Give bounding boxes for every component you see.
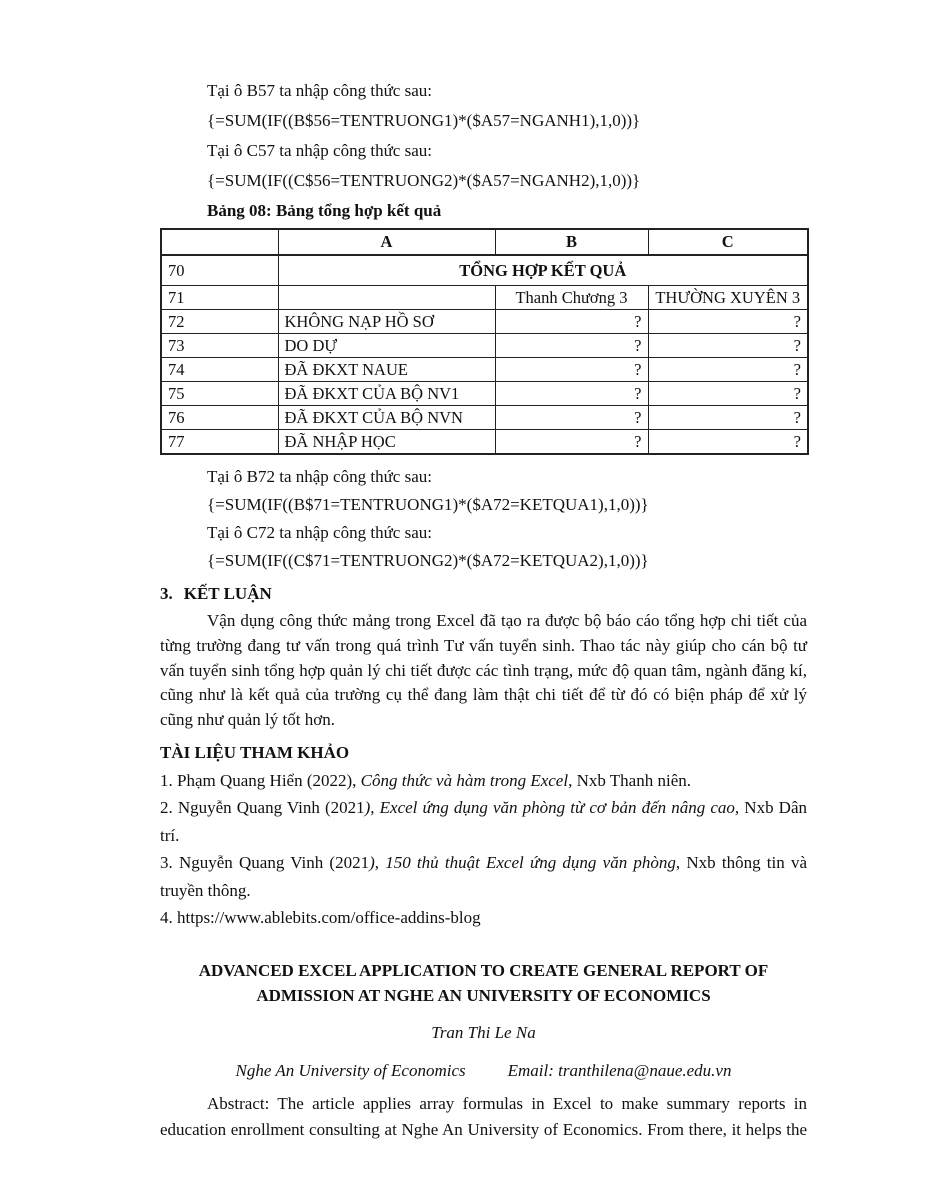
row-number: 71 xyxy=(161,286,278,310)
row-number: 75 xyxy=(161,382,278,406)
cell-b-school: Thanh Chương 3 xyxy=(495,286,648,310)
cell-status-label: DO DỰ xyxy=(278,334,495,358)
cell-c-school: THƯỜNG XUYÊN 3 xyxy=(648,286,808,310)
ref-prefix: 3. Nguyễn Quang Vinh (2021 xyxy=(160,853,370,873)
conclusion-heading xyxy=(160,579,807,609)
cell-value-b: ? xyxy=(495,334,648,358)
ref-prefix: 1. Phạm Quang Hiển (2022), xyxy=(160,770,361,790)
ref-suffix: , Nxb thông tin và truyền thông. xyxy=(160,853,807,900)
row-number: 76 xyxy=(161,406,278,430)
ref-title-italic: Công thức và hàm trong Excel, xyxy=(360,770,573,790)
cell-a xyxy=(278,286,495,310)
ref-suffix: Nxb Dân trí. xyxy=(160,798,807,845)
excel-formula: {=SUM(IF((C$71=TENTRUONG2)*($A72=KETQUA2),1,0))} xyxy=(207,551,649,570)
author-name: Tran Thi Le Na xyxy=(431,1022,536,1042)
cell-value-c: ? xyxy=(648,358,808,382)
ref-title-italic: ), Excel ứng dụng văn phòng từ cơ bản đến nâng cao, xyxy=(364,798,740,818)
row-number: 72 xyxy=(161,310,278,334)
table-row xyxy=(161,358,808,382)
excel-formula: {=SUM(IF((B$71=TENTRUONG1)*($A72=KETQUA1),1,0))} xyxy=(207,495,649,514)
cell-value-c: ? xyxy=(648,382,808,406)
excel-formula: {=SUM(IF((B$56=TENTRUONG1)*($A57=NGANH1),1,0))} xyxy=(207,111,641,130)
author-affiliation xyxy=(160,1058,807,1083)
ref-prefix: 2. Nguyễn Quang Vinh (2021 xyxy=(160,798,365,818)
cell-value-b: ? xyxy=(495,310,648,334)
row-number: 70 xyxy=(161,255,278,286)
cell-value-c: ? xyxy=(648,310,808,334)
heading-text: KẾT LUẬN xyxy=(183,584,272,603)
reference-item-url xyxy=(160,904,807,932)
table-row xyxy=(161,334,808,358)
ref-suffix: Nxb Thanh niên. xyxy=(572,770,691,790)
affiliation-name: Nghe An University of Economics xyxy=(235,1060,466,1080)
formula-instruction: Tại ô C57 ta nhập công thức sau: xyxy=(207,141,432,160)
corner-cell xyxy=(161,229,278,255)
ref-prefix: 4. https://www.ablebits.com/office-addins-blog xyxy=(160,908,481,928)
cell-status-label: ĐÃ ĐKXT CỦA BỘ NV1 xyxy=(278,382,495,406)
table-row xyxy=(161,430,808,455)
row-number: 73 xyxy=(161,334,278,358)
cell-value-b: ? xyxy=(495,382,648,406)
english-title-line2: ADMISSION AT NGHE AN UNIVERSITY OF ECONOMICS xyxy=(256,985,711,1005)
reference-item xyxy=(160,767,807,795)
column-header-a: A xyxy=(278,229,495,255)
column-header-b: B xyxy=(495,229,648,255)
cell-value-c: ? xyxy=(648,334,808,358)
heading-number: 3. xyxy=(160,584,173,603)
abstract-paragraph: Abstract: The article applies array formulas in Excel to make summary reports in education enrollment consulting at Nghe An University of Economics. From there, it helps the xyxy=(160,1093,807,1139)
references-heading: TÀI LIỆU THAM KHẢO xyxy=(160,742,350,762)
excel-formula: {=SUM(IF((C$56=TENTRUONG2)*($A57=NGANH2),1,0))} xyxy=(207,171,641,190)
cell-value-b: ? xyxy=(495,406,648,430)
reference-item xyxy=(160,849,807,904)
reference-item xyxy=(160,794,807,849)
english-section xyxy=(160,958,807,1143)
table-row xyxy=(161,310,808,334)
conclusion-paragraph: Vận dụng công thức mảng trong Excel đã tạo ra được bộ báo cáo tổng hợp chi tiết của từng trường đang tư vấn trong quá trình Tư vấn tuyển sinh. Thao tác này giúp cho cán bộ tư vấn tuyển sinh tổng hợp quản lý chi tiết được các tình trạng, mức độ quan tâm, ngành đăng kí, cũng như là kết quả của trường cụ thể đang làm thật chi tiết để từ đó có biện pháp để xử lý cũng như quản lý tốt hơn. xyxy=(160,611,807,730)
author-email: Email: tranthilena@naue.edu.vn xyxy=(507,1060,732,1080)
table-title-row xyxy=(161,255,808,286)
formula-instruction: Tại ô C72 ta nhập công thức sau: xyxy=(207,523,432,542)
cell-status-label: ĐÃ NHẬP HỌC xyxy=(278,430,495,455)
row-number: 77 xyxy=(161,430,278,455)
table-caption: Bảng 08: Bảng tổng hợp kết quả xyxy=(207,201,442,220)
cell-status-label: KHÔNG NẠP HỒ SƠ xyxy=(278,310,495,334)
cell-value-c: ? xyxy=(648,430,808,455)
english-title-line1: ADVANCED EXCEL APPLICATION TO CREATE GENERAL REPORT OF xyxy=(198,960,769,980)
table-column-header-row xyxy=(161,229,808,255)
formula-instruction: Tại ô B72 ta nhập công thức sau: xyxy=(207,467,432,486)
ref-title-italic: ), 150 thủ thuật Excel ứng dụng văn phòng xyxy=(369,853,676,873)
cell-value-b: ? xyxy=(495,358,648,382)
table-row xyxy=(161,406,808,430)
merged-title-cell: TỔNG HỢP KẾT QUẢ xyxy=(278,255,808,286)
cell-status-label: ĐÃ ĐKXT CỦA BỘ NVN xyxy=(278,406,495,430)
table-school-row xyxy=(161,286,808,310)
row-number: 74 xyxy=(161,358,278,382)
column-header-c: C xyxy=(648,229,808,255)
cell-status-label: ĐÃ ĐKXT NAUE xyxy=(278,358,495,382)
formula-instruction: Tại ô B57 ta nhập công thức sau: xyxy=(207,81,432,100)
result-summary-table xyxy=(160,228,809,455)
cell-value-b: ? xyxy=(495,430,648,455)
cell-value-c: ? xyxy=(648,406,808,430)
table-row xyxy=(161,382,808,406)
